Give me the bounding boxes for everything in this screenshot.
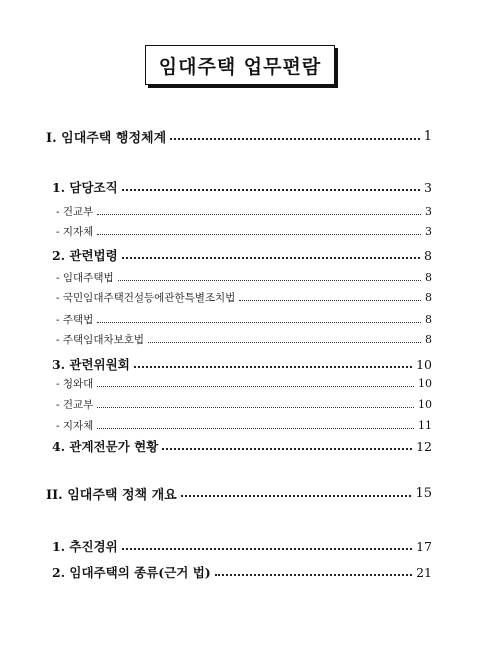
dot-leader (215, 574, 412, 576)
toc-entry-page-number: 10 (416, 356, 432, 372)
dot-leader (97, 407, 414, 408)
document-title: 임대주택 업무편람 (145, 45, 335, 85)
toc-entry-page-number: 12 (416, 438, 432, 454)
toc-entry-label: - 건교부 (56, 205, 94, 218)
toc-entry-page-number: 3 (424, 179, 432, 195)
toc-entry-page-number: 15 (415, 485, 432, 501)
toc-entry-label: I. 임대주택 행정체계 (46, 130, 167, 146)
dot-leader (97, 214, 421, 215)
dot-leader (122, 548, 412, 550)
dot-leader (162, 448, 412, 450)
toc-entry-page-number: 8 (424, 247, 432, 263)
dot-leader (97, 428, 414, 429)
toc-entry (56, 330, 432, 348)
dot-leader (97, 386, 414, 387)
dot-leader (97, 234, 421, 235)
toc-entry-label: II. 임대주택 정책 개요 (46, 487, 177, 503)
toc-entry (56, 222, 432, 240)
toc-entry-label: - 건교부 (56, 398, 94, 411)
toc-entry-label: - 지자체 (56, 419, 94, 432)
toc-entry-label: 4. 관계전문가 현황 (52, 439, 159, 454)
toc-entry (46, 127, 432, 145)
toc-entry-label: 3. 관련위원회 (52, 357, 130, 372)
toc-entry-page-number: 3 (425, 224, 432, 238)
toc-entry-page-number: 17 (416, 538, 432, 554)
dot-leader (97, 322, 421, 323)
toc-entry (52, 537, 432, 555)
toc-entry (46, 484, 432, 502)
toc-entry-label: - 주택법 (56, 313, 94, 326)
toc-entry-page-number: 21 (416, 564, 432, 580)
toc-entry-label: 1. 추진경위 (52, 539, 118, 554)
toc-entry-page-number: 10 (418, 397, 432, 411)
toc-entry (56, 395, 432, 413)
toc-entry-label: 1. 담당조직 (52, 180, 118, 195)
dot-leader (118, 280, 421, 281)
toc-entry-page-number: 1 (423, 128, 432, 144)
toc-entry-label: 2. 임대주택의 종류(근거 법) (52, 565, 211, 580)
dot-leader (122, 257, 420, 259)
dot-leader (170, 138, 420, 140)
toc-entry-page-number: 8 (425, 270, 432, 284)
toc-entry-label: - 임대주택법 (56, 271, 114, 284)
toc-entry (56, 416, 432, 434)
toc-entry-label: - 주택임대차보호법 (56, 333, 145, 346)
toc-entry-page-number: 8 (425, 332, 432, 346)
toc-entry (52, 246, 432, 264)
dot-leader (239, 300, 421, 301)
toc-entry (56, 268, 432, 286)
dot-leader (134, 366, 412, 368)
toc-entry-label: - 청와대 (56, 377, 94, 390)
dot-leader (181, 495, 412, 497)
toc-entry-page-number: 8 (425, 290, 432, 304)
toc-entry (56, 310, 432, 328)
toc-entry-page-number: 10 (418, 376, 432, 390)
toc-entry-page-number: 11 (418, 418, 432, 432)
dot-leader (148, 342, 421, 343)
toc-entry-label: 2. 관련법령 (52, 248, 118, 263)
toc-entry (52, 563, 432, 581)
toc-entry (52, 178, 432, 196)
dot-leader (122, 189, 420, 191)
toc-entry (52, 355, 432, 373)
toc-entry (56, 374, 432, 392)
toc-entry (56, 202, 432, 220)
toc-entry-label: - 지자체 (56, 225, 94, 238)
toc-entry-label: - 국민임대주택건설등에관한특별조치법 (56, 291, 236, 304)
toc-entry-page-number: 3 (425, 204, 432, 218)
toc-entry-page-number: 8 (425, 312, 432, 326)
toc-entry (52, 437, 432, 455)
toc-entry (56, 288, 432, 306)
